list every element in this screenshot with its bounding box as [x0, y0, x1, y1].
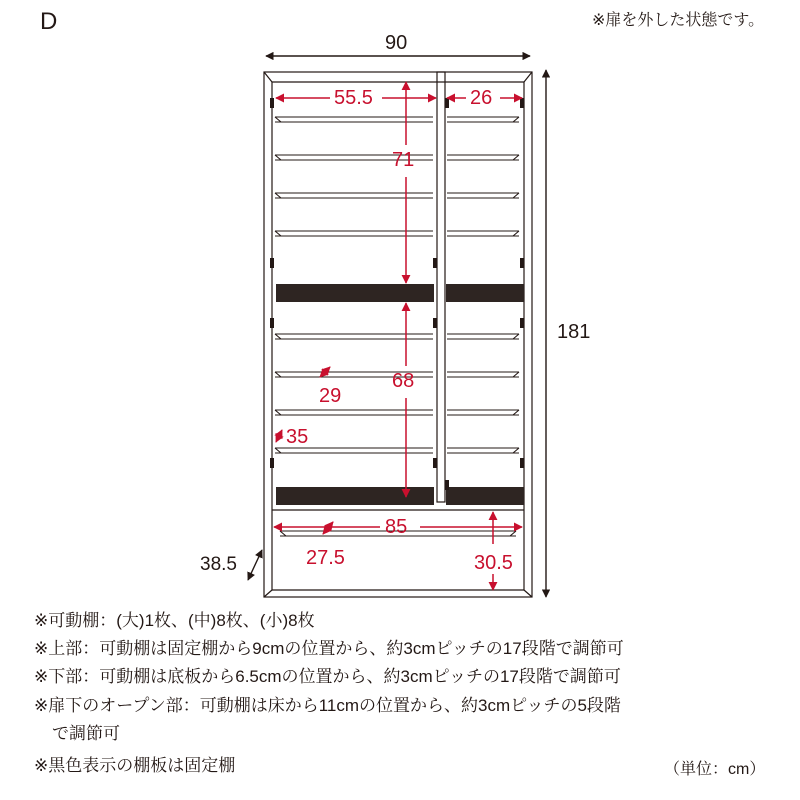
- variant-label: D: [40, 8, 58, 35]
- shelf-right-7: [447, 410, 519, 415]
- shelf-right-6: [447, 372, 519, 377]
- unit-label: （単位：cm）: [664, 761, 766, 778]
- depth-label: 38.5: [200, 554, 237, 575]
- shelf-right-2: [447, 155, 519, 160]
- shelf-left-1: [275, 117, 433, 122]
- bottom-depth-label: 27.5: [306, 547, 345, 569]
- shelf-right-1: [447, 117, 519, 122]
- shelf-step-label: 35: [286, 426, 309, 448]
- fixed-shelf-upper-right: [446, 284, 524, 302]
- door-removed-note: ※扉を外した状態です。: [592, 12, 765, 29]
- shelf-right-4: [447, 231, 519, 236]
- shelf-left-5: [275, 334, 433, 339]
- depth-arrow: [248, 550, 262, 580]
- center-partition: [437, 72, 445, 502]
- top-board-line: [264, 72, 272, 82]
- shelf-depth-label: 29: [319, 385, 342, 407]
- note-lower-adjust: ※下部：可動棚は底板から6.5cmの位置から、約3cmピッチの17段階で調節可: [34, 667, 621, 686]
- note-open-part: ※扉下のオープン部：可動棚は床から11cmの位置から、約3cmピッチの5段階: [34, 696, 621, 715]
- shelf-right-8: [447, 448, 519, 453]
- overall-width-label: 90: [385, 32, 408, 54]
- shelf-left-3: [275, 193, 433, 198]
- overall-height-label: 181: [557, 321, 591, 343]
- bottom-width-label: 85: [385, 516, 408, 538]
- note-upper-adjust: ※上部：可動棚は固定棚から9cmの位置から、約3cmピッチの17段階で調節可: [34, 639, 624, 658]
- shelf-left-8: [275, 448, 433, 453]
- shelf-right-5: [447, 334, 519, 339]
- right-width-label: 26: [470, 87, 493, 109]
- arrow-27-5: [323, 522, 333, 534]
- lower-height-label: 68: [392, 370, 415, 392]
- shelf-left-4: [275, 231, 433, 236]
- left-width-label: 55.5: [334, 87, 373, 109]
- shelf-right-3: [447, 193, 519, 198]
- fixed-shelf-upper-left: [276, 284, 434, 302]
- fixed-shelf-lower-left: [276, 487, 434, 505]
- note-movable-shelves: ※可動棚：(大)1枚、(中)8枚、(小)8枚: [34, 611, 315, 630]
- shelf-left-7: [275, 410, 433, 415]
- upper-shelves: [275, 117, 519, 236]
- lower-shelves: [275, 334, 519, 536]
- fixed-shelf-lower-right: [446, 487, 524, 505]
- note-open-part-cont: で調節可: [52, 724, 120, 743]
- bottom-height-label: 30.5: [474, 552, 513, 574]
- arrow-35: [276, 430, 282, 442]
- upper-height-label: 71: [392, 149, 415, 171]
- note-fixed-shelf: ※黒色表示の棚板は固定棚: [34, 756, 236, 775]
